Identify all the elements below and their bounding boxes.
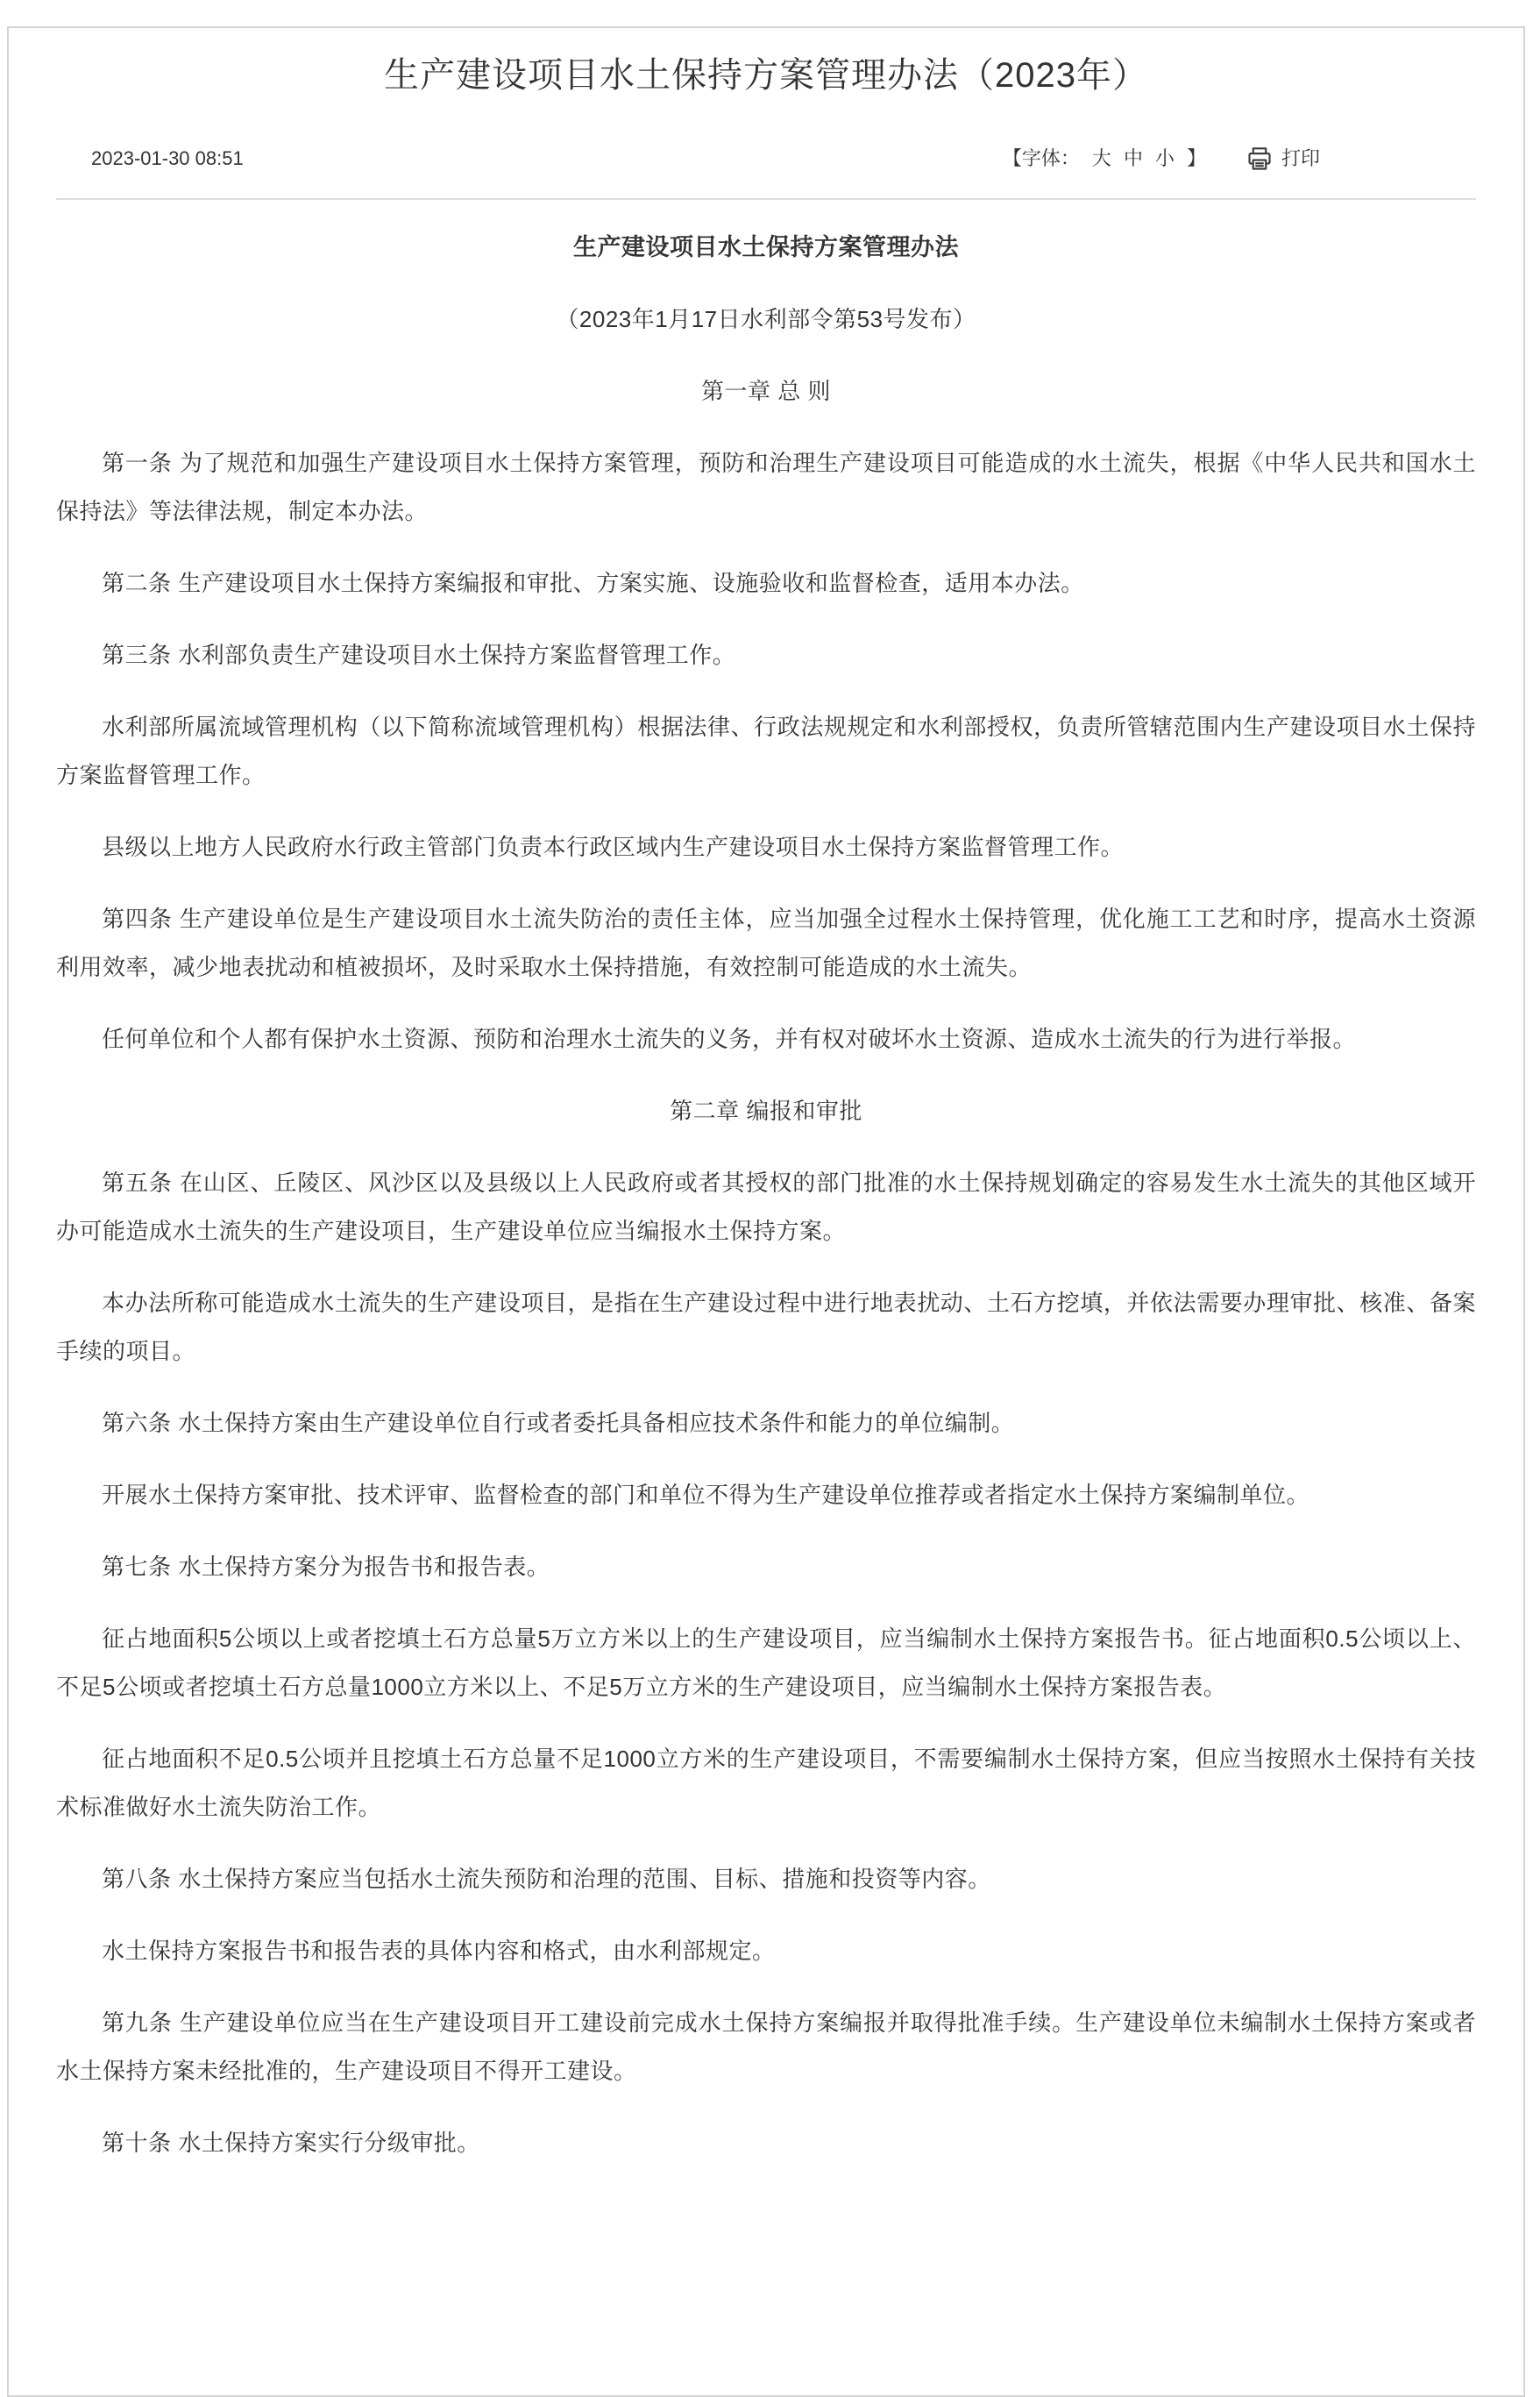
font-size-small-button[interactable]: 小 xyxy=(1154,147,1175,169)
document-paragraph: 第二条 生产建设项目水土保持方案编报和审批、方案实施、设施验收和监督检查，适用本办法。 xyxy=(102,570,1084,596)
document-paragraph: 第一条 为了规范和加强生产建设项目水土保持方案管理，预防和治理生产建设项目可能造成的水土流失，根据《中华人民共和国水土保持法》等法律法规，制定本办法。 xyxy=(56,450,1476,524)
document-paragraph: 本办法所称可能造成水土流失的生产建设项目，是指在生产建设过程中进行地表扰动、土石方挖填，并依法需要办理审批、核准、备案手续的项目。 xyxy=(56,1290,1476,1364)
document-paragraph: 第八条 水土保持方案应当包括水土流失预防和治理的范围、目标、措施和投资等内容。 xyxy=(102,1866,991,1892)
publish-datetime: 2023-01-30 08:51 xyxy=(91,147,244,169)
document-paragraph: 第六条 水土保持方案由生产建设单位自行或者委托具备相应技术条件和能力的单位编制。 xyxy=(102,1410,1015,1436)
font-size-label: 【字体： xyxy=(1002,147,1080,169)
font-and-print-tools xyxy=(1003,146,1320,172)
document-paragraph: 水土保持方案报告书和报告表的具体内容和格式，由水利部规定。 xyxy=(102,1938,776,1964)
document-title-heading: 生产建设项目水土保持方案管理办法 xyxy=(573,234,959,260)
document-paragraph: 第七条 水土保持方案分为报告书和报告表。 xyxy=(102,1554,550,1580)
document-paragraph: 第三条 水利部负责生产建设项目水土保持方案监督管理工作。 xyxy=(102,642,736,668)
font-size-medium-button[interactable]: 中 xyxy=(1123,147,1143,169)
printer-icon xyxy=(1246,146,1273,172)
font-size-bracket-close: 】 xyxy=(1186,147,1206,169)
document-paragraph: 第五条 在山区、丘陵区、风沙区以及县级以上人民政府或者其授权的部门批准的水土保持规划确定的容易发生水土流失的其他区域开办可能造成水土流失的生产建设项目，生产建设单位应当编报水土保持方案。 xyxy=(56,1170,1476,1244)
document-paragraph: 第十条 水土保持方案实行分级审批。 xyxy=(102,2130,480,2156)
document-paragraph: 开展水土保持方案审批、技术评审、监督检查的部门和单位不得为生产建设单位推荐或者指定水土保持方案编制单位。 xyxy=(102,1482,1310,1508)
article-body xyxy=(56,200,1476,2191)
document-paragraph: 任何单位和个人都有保护水土资源、预防和治理水土流失的义务，并有权对破坏水土资源、造成水土流失的行为进行举报。 xyxy=(102,1026,1357,1052)
document-paragraph: 第九条 生产建设单位应当在生产建设项目开工建设前完成水土保持方案编报并取得批准手续。生产建设单位未编制水土保持方案或者水土保持方案未经批准的，生产建设项目不得开工建设。 xyxy=(56,2009,1476,2084)
print-button[interactable] xyxy=(1246,146,1320,172)
document-paragraph: 第四条 生产建设单位是生产建设项目水土流失防治的责任主体，应当加强全过程水土保持管理，优化施工工艺和时序，提高水土资源利用效率，减少地表扰动和植被损坏，及时采取水土保持措施，有效控制可能造成的水土流失。 xyxy=(56,906,1476,980)
meta-row xyxy=(56,146,1476,172)
page-title: 生产建设项目水土保持方案管理办法（2023年） xyxy=(384,56,1148,95)
document-paragraph: 征占地面积5公顷以上或者挖填土石方总量5万立方米以上的生产建设项目，应当编制水土保持方案报告书。征占地面积0.5公顷以上、不足5公顷或者挖填土石方总量1000立方米以上、不足5万立方米的生产建设项目，应当编制水土保持方案报告表。 xyxy=(56,1625,1476,1700)
print-label: 打印 xyxy=(1281,147,1320,169)
chapter-heading: 第一章 总 则 xyxy=(701,378,831,404)
font-size-large-button[interactable]: 大 xyxy=(1091,147,1111,169)
chapter-heading: 第二章 编报和审批 xyxy=(670,1098,862,1124)
article-container xyxy=(7,26,1525,2397)
document-paragraph: 征占地面积不足0.5公顷并且挖填土石方总量不足1000立方米的生产建设项目，不需要编制水土保持方案，但应当按照水土保持有关技术标准做好水土流失防治工作。 xyxy=(56,1746,1476,1820)
document-paragraph: 水利部所属流域管理机构（以下简称流域管理机构）根据法律、行政法规规定和水利部授权，负责所管辖范围内生产建设项目水土保持方案监督管理工作。 xyxy=(56,714,1476,788)
document-paragraph: 县级以上地方人民政府水行政主管部门负责本行政区域内生产建设项目水土保持方案监督管理工作。 xyxy=(102,834,1125,860)
publication-line: （2023年1月17日水利部令第53号发布） xyxy=(556,306,976,332)
